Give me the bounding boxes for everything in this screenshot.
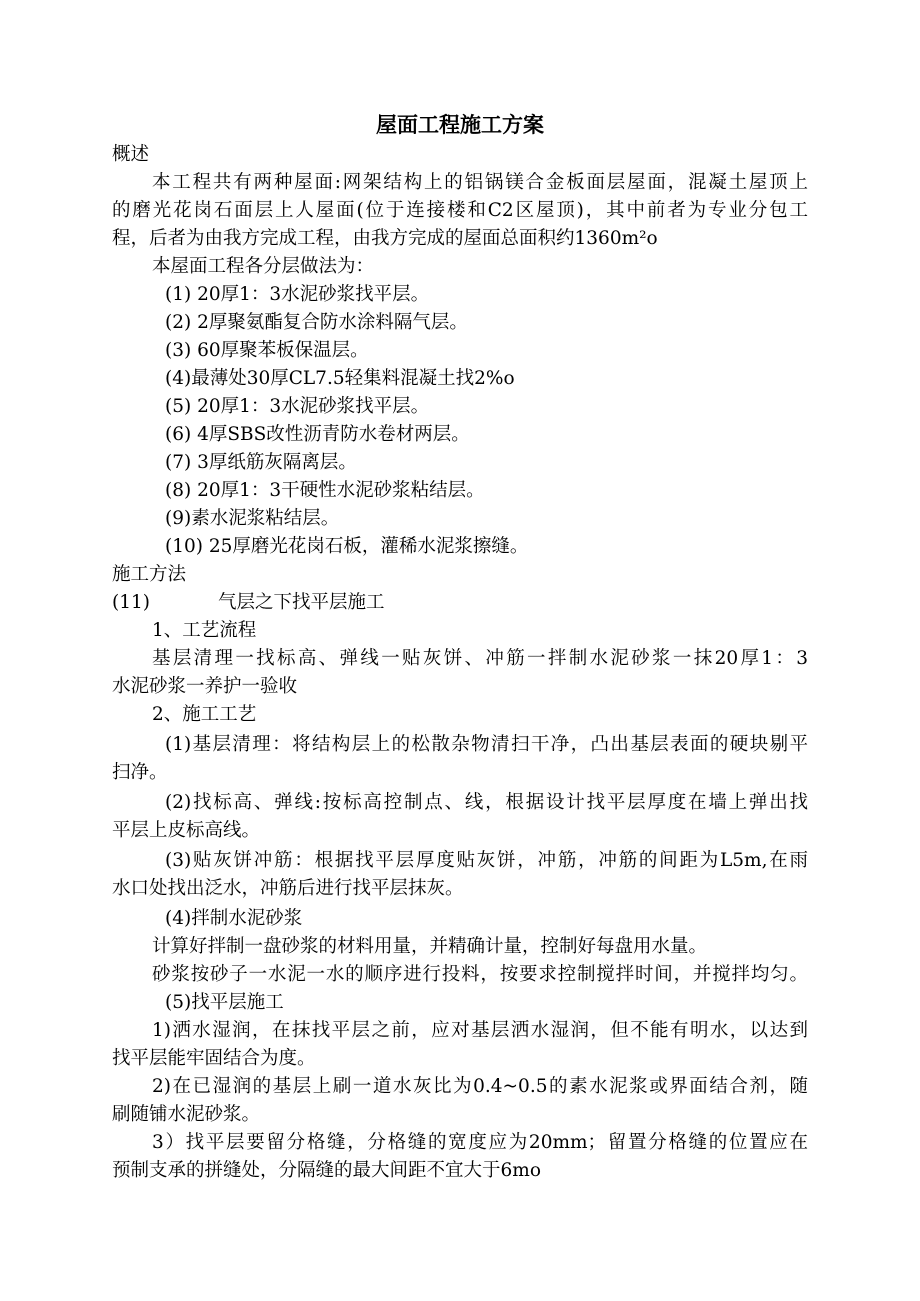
step-heading: (5)找平层施工 xyxy=(165,992,284,1013)
layer-item: (5) 20厚1：3水泥砂浆找平层。 xyxy=(165,396,430,417)
doc-title: 屋面工程施工方案 xyxy=(376,112,544,137)
section-heading-method: 施工方法 xyxy=(112,564,187,585)
paragraph-line: 预制支承的拼缝处，分隔缝的最大间距不宜大于6mo xyxy=(112,1160,541,1181)
layer-item: (2) 2厚聚氨酯复合防水涂料隔气层。 xyxy=(165,312,468,333)
layer-item: (10) 25厚磨光花岗石板，灌稀水泥浆擦缝。 xyxy=(165,536,529,557)
paragraph-line: 刷随铺水泥砂浆。 xyxy=(112,1104,261,1125)
paragraph-line: 扫净。 xyxy=(112,762,168,783)
subsection-number: (11) xyxy=(112,592,150,613)
layer-item: (1) 20厚1：3水泥砂浆找平层。 xyxy=(165,284,430,305)
craft-heading: 2、施工工艺 xyxy=(152,704,257,725)
paragraph-line: 3）找平层要留分格缝，分格缝的宽度应为20mm；留置分格缝的位置应在 xyxy=(152,1132,808,1153)
paragraph-line: 2)在已湿润的基层上刷一道水灰比为0.4~0.5的素水泥浆或界面结合剂，随 xyxy=(152,1076,808,1097)
paragraph-line: 1)洒水湿润，在抹找平层之前，应对基层洒水湿润，但不能有明水，以达到 xyxy=(152,1020,808,1041)
paragraph-line: 砂浆按砂子一水泥一水的顺序进行投料，按要求控制搅拌时间，并搅拌均匀。 xyxy=(152,964,808,985)
step-heading: (4)拌制水泥砂浆 xyxy=(165,908,303,929)
paragraph-line: 找平层能牢固结合为度。 xyxy=(112,1048,316,1069)
layer-item: (8) 20厚1：3干硬性水泥砂浆粘结层。 xyxy=(165,480,485,501)
layer-item: (6) 4厚SBS改性沥青防水卷材两层。 xyxy=(165,424,470,445)
flow-heading: 1、工艺流程 xyxy=(152,620,257,641)
layer-item: (3) 60厚聚苯板保温层。 xyxy=(165,340,369,361)
paragraph-line: 本工程共有两种屋面:网架结构上的铝锅镁合金板面层屋面，混凝土屋顶上 xyxy=(152,172,808,193)
paragraph-line: (3)贴灰饼冲筋：根据找平层厚度贴灰饼，冲筋，冲筋的间距为L5m,在雨 xyxy=(165,850,808,871)
paragraph-line: 水口处找出泛水，冲筋后进行找平层抹灰。 xyxy=(112,878,464,899)
layers-intro: 本屋面工程各分层做法为： xyxy=(152,256,375,277)
section-heading-overview: 概述 xyxy=(112,144,150,165)
layer-item: (9)素水泥浆粘结层。 xyxy=(165,508,340,529)
paragraph-line: 平层上皮标高线。 xyxy=(112,820,261,841)
paragraph-line: 程，后者为由我方完成工程，由我方完成的屋面总面积约1360m²o xyxy=(112,228,658,249)
paragraph-line: 计算好拌制一盘砂浆的材料用量，并精确计量，控制好每盘用水量。 xyxy=(152,936,708,957)
subsection-title: 气层之下找平层施工 xyxy=(218,592,385,613)
layer-item: (4)最薄处30厚CL7.5轻集料混凝土找2%o xyxy=(165,368,515,389)
paragraph-line: (2)找标高、弹线:按标高控制点、线，根据设计找平层厚度在墙上弹出找 xyxy=(165,792,808,813)
paragraph-line: (1)基层清理：将结构层上的松散杂物清扫干净，凸出基层表面的硬块剔平 xyxy=(165,734,808,755)
layer-item: (7) 3厚纸筋灰隔离层。 xyxy=(165,452,357,473)
paragraph-line: 的磨光花岗石面层上人屋面(位于连接楼和C2区屋顶)，其中前者为专业分包工 xyxy=(112,200,808,221)
paragraph-line: 水泥砂浆一养护一验收 xyxy=(112,676,298,697)
paragraph-line: 基层清理一找标高、弹线一贴灰饼、冲筋一拌制水泥砂浆一抹20厚1：3 xyxy=(152,648,808,669)
